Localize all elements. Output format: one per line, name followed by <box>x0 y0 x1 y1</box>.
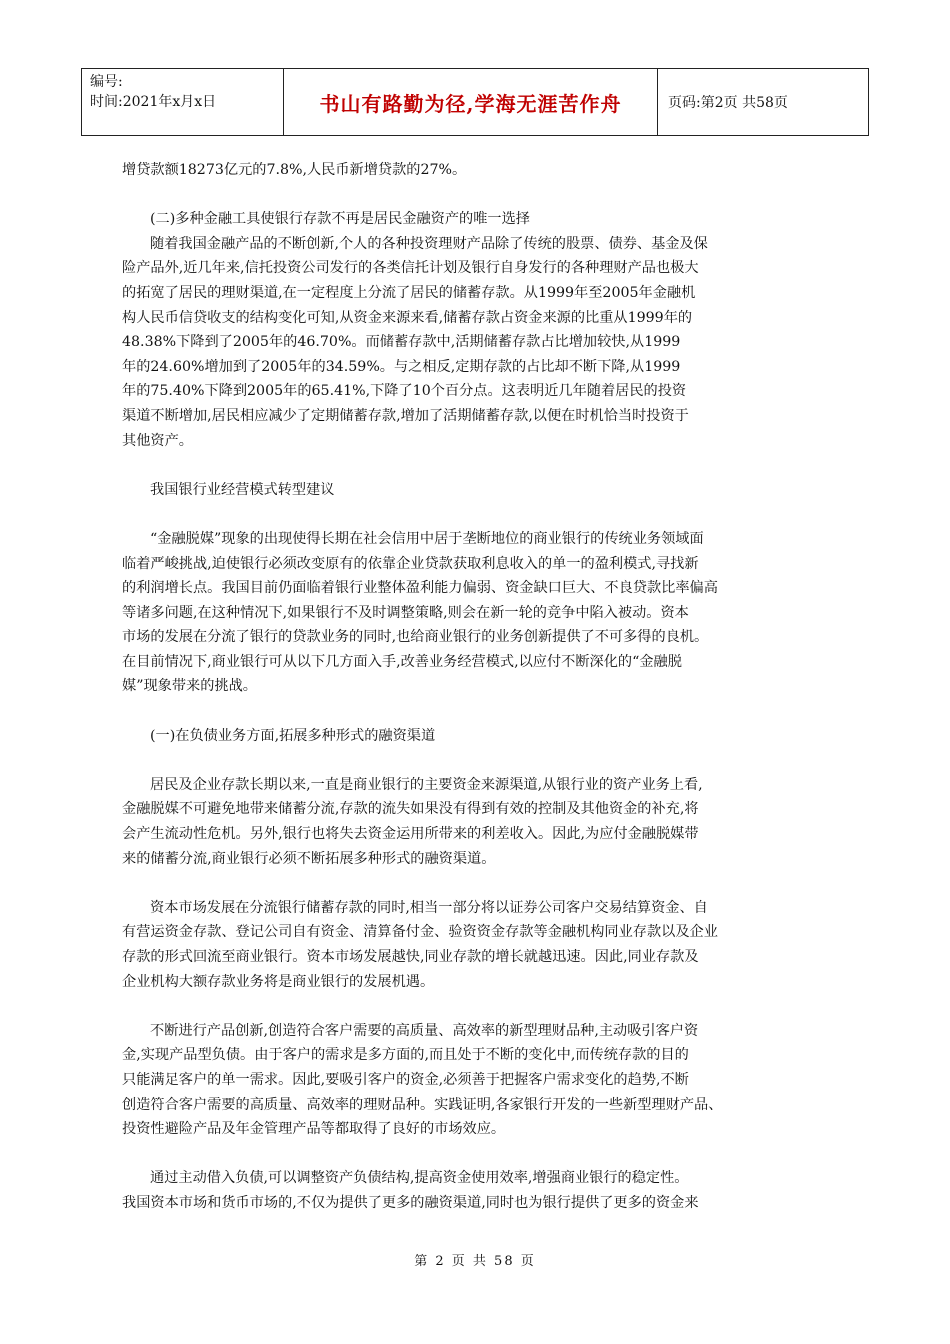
header-motto: 书山有路勤为径,学海无涯苦作舟 <box>283 69 657 135</box>
body-line: 存款的形式回流至商业银行。资本市场发展越快,同业存款的增长就越迅速。因此,同业存款及 <box>122 949 699 965</box>
body-line: 等诸多问题,在这种情况下,如果银行不及时调整策略,则会在新一轮的竞争中陷入被动。资本 <box>122 604 689 621</box>
blank-line <box>122 994 826 1019</box>
body-line: 临着严峻挑战,迫使银行必须改变原有的依靠企业贷款获取利息收入的单一的盈利模式,寻找新 <box>122 555 699 572</box>
body-line: 年的24.60%增加到了2005年的34.59%。与之相反,定期存款的占比却不断下降,从1999 <box>122 358 681 375</box>
body-line: 我国资本市场和货币市场的,不仅为提供了更多的融资渠道,同时也为银行提供了更多的资金来 <box>122 1194 699 1211</box>
body-line: “金融脱媒”现象的出现使得长期在社会信用中居于垄断地位的商业银行的传统业务领域面 <box>150 530 704 547</box>
body-line: 随着我国金融产品的不断创新,个人的各种投资理财产品除了传统的股票、债券、基金及保 <box>150 235 708 252</box>
body-line: 创造符合客户需要的高质量、高效率的理财品种。实践证明,各家银行开发的一些新型理财产品、 <box>122 1096 723 1113</box>
document-date-label: 时间:2021年x月x日 <box>90 94 217 110</box>
body-line: 不断进行产品创新,创造符合客户需要的高质量、高效率的新型理财品种,主动吸引客户资 <box>150 1022 699 1039</box>
body-line: 金,实现产品型负债。由于客户的需求是多方面的,而且处于不断的变化中,而传统存款的目的 <box>122 1047 689 1064</box>
header-page-number: 页码:第2页 共58页 <box>657 69 868 135</box>
body-line: 投资性避险产品及年金管理产品等都取得了良好的市场效应。 <box>122 1121 506 1138</box>
document-body <box>122 158 826 1216</box>
body-line: 通过主动借入负债,可以调整资产负债结构,提高资金使用效率,增强商业银行的稳定性。 <box>150 1170 689 1187</box>
blank-line <box>122 1142 826 1167</box>
blank-line <box>122 871 826 896</box>
body-line: 有营运资金存款、登记公司自有资金、清算备付金、验资资金存款等金融机构同业存款以及企业 <box>122 924 718 941</box>
body-line: 企业机构大额存款业务将是商业银行的发展机遇。 <box>122 973 435 990</box>
body-line: 其他资产。 <box>122 432 193 449</box>
blank-line <box>122 699 826 724</box>
page-footer: 第 2 页 共 58 页 <box>414 1254 536 1269</box>
blank-line <box>122 502 826 527</box>
body-line: 媒”现象带来的挑战。 <box>122 678 257 695</box>
body-line: 只能满足客户的单一需求。因此,要吸引客户的资金,必须善于把握客户需求变化的趋势,不断 <box>122 1071 689 1088</box>
body-line: 的拓宽了居民的理财渠道,在一定程度上分流了居民的储蓄存款。从1999年至2005年金融机 <box>122 284 696 301</box>
body-line: 增贷款额18273亿元的7.8%,人民币新增贷款的27%。 <box>122 162 467 178</box>
body-line: 险产品外,近几年来,信托投资公司发行的各类信托计划及银行自身发行的各种理财产品也极大 <box>122 260 699 277</box>
body-line: 市场的发展在分流了银行的贷款业务的同时,也给商业银行的业务创新提供了不可多得的良机。 <box>122 629 709 646</box>
blank-line <box>122 453 826 478</box>
section-heading: 我国银行业经营模式转型建议 <box>150 481 335 498</box>
page-header <box>81 68 869 136</box>
body-line: 渠道不断增加,居民相应减少了定期储蓄存款,增加了活期储蓄存款,以便在时机恰当时投资于 <box>122 407 689 424</box>
body-line: 资本市场发展在分流银行储蓄存款的同时,相当一部分将以证券公司客户交易结算资金、自 <box>150 899 708 916</box>
body-line: 年的75.40%下降到2005年的65.41%,下降了10个百分点。这表明近几年随着居民的投资 <box>122 383 687 400</box>
body-line: 在目前情况下,商业银行可从以下几方面入手,改善业务经营模式,以应付不断深化的“金融脱 <box>122 653 682 670</box>
body-line: (一)在负债业务方面,拓展多种形式的融资渠道 <box>150 727 436 744</box>
body-line: 构人民币信贷收支的结构变化可知,从资金来源来看,储蓄存款占资金来源的比重从1999年的 <box>122 309 693 326</box>
body-line: (二)多种金融工具使银行存款不再是居民金融资产的唯一选择 <box>150 211 530 228</box>
body-line: 来的储蓄分流,商业银行必须不断拓展多种形式的融资渠道。 <box>122 850 496 867</box>
document-number-label: 编号: <box>90 74 123 90</box>
body-line: 的利润增长点。我国目前仍面临着银行业整体盈利能力偏弱、资金缺口巨大、不良贷款比率偏高 <box>122 580 718 597</box>
blank-line <box>122 748 826 773</box>
header-meta <box>82 69 283 135</box>
body-line: 会产生流动性危机。另外,银行也将失去资金运用所带来的利差收入。因此,为应付金融脱媒带 <box>122 826 699 843</box>
blank-line <box>122 183 826 208</box>
body-line: 居民及企业存款长期以来,一直是商业银行的主要资金来源渠道,从银行业的资产业务上看, <box>150 776 703 793</box>
body-line: 金融脱媒不可避免地带来储蓄分流,存款的流失如果没有得到有效的控制及其他资金的补充,将 <box>122 801 699 818</box>
body-line: 48.38%下降到了2005年的46.70%。而储蓄存款中,活期储蓄存款占比增加较快,从1999 <box>122 334 681 351</box>
